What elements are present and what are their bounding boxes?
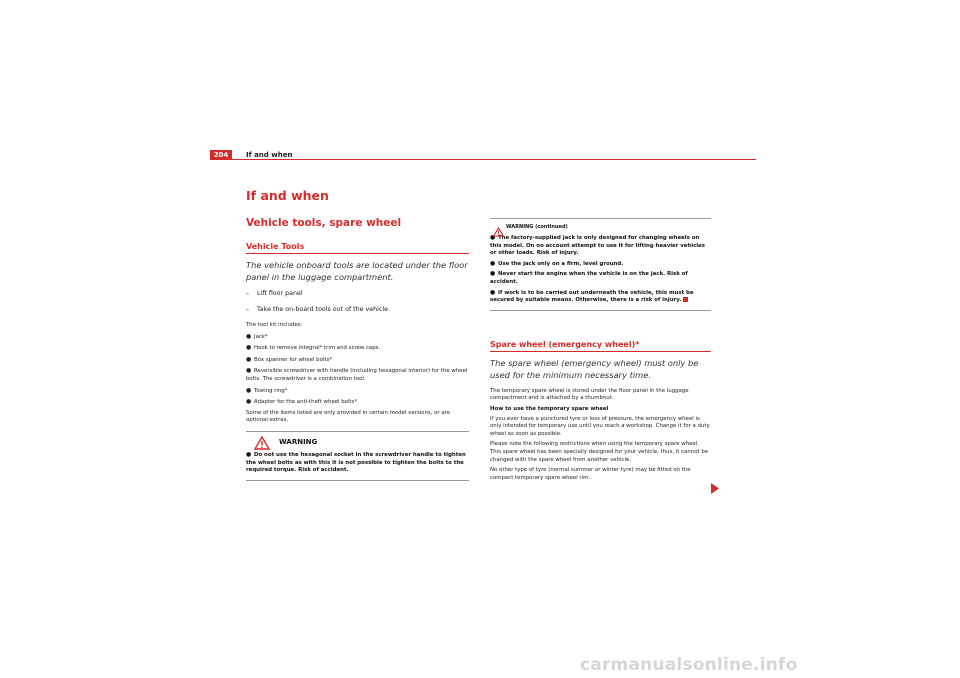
running-header: If and when: [246, 151, 293, 159]
warning-item: ● Never start the engine when the vehicle is on the jack. Risk of accident.: [490, 270, 688, 285]
warning-triangle-icon: [493, 222, 504, 241]
warning-continued-box: [490, 218, 711, 311]
warning-item: ● Do not use the hexagonal socket in the screwdriver handle to tighten the wheel bolts as with this it is not possible to tighten the bolts to the required torque. Risk of accident.: [246, 450, 466, 474]
spare-wheel-paragraph: No other type of tyre (normal summer or winter tyre) may be fitted on the compact temporary spare wheel rim.: [490, 467, 691, 481]
section-title: Vehicle tools, spare wheel: [246, 217, 402, 229]
vehicle-tools-title: Vehicle Tools: [246, 242, 469, 254]
tool-item-text: Box spanner for wheel bolts*: [254, 356, 332, 363]
optional-note: Some of the items listed are only provided in certain model versions, or are optional extras.: [246, 409, 451, 424]
left-column: [246, 242, 469, 481]
spare-wheel-paragraph: Please note the following restrictions when using the temporary spare wheel. This spare wheel has been specially designed for your vehicle, thus, it cannot be changed with the spare wheel from another vehicle.: [490, 441, 709, 463]
warning-continued-header: [490, 221, 711, 234]
tool-item-text: Hook to remove integral* trim and screw caps.: [254, 345, 381, 352]
warning-item-text: Never start the engine when the vehicle is on the jack. Risk of accident.: [490, 271, 688, 285]
tool-item-text: Adapter for the anti-theft wheel bolts*: [254, 399, 358, 406]
warning-item-text: Do not use the hexagonal socket in the screwdriver handle to tighten the wheel bolts as with this it is not possible to tighten the bolts to the required torque. Risk of accident.: [246, 451, 466, 474]
warning-label: WARNING: [279, 437, 318, 446]
tool-item: ● Hook to remove integral* trim and screw caps.: [246, 344, 381, 352]
warning-triangle-icon: [254, 435, 270, 454]
end-of-section-icon: [683, 297, 688, 302]
tool-kit-label: The tool kit includes:: [246, 322, 303, 328]
main-title: If and when: [246, 188, 329, 203]
header-rule: [210, 159, 756, 160]
warning-box: [246, 431, 469, 481]
tool-item: ● Towing ring*: [246, 386, 288, 394]
warning-item-text: The factory-supplied jack is only designed for changing wheels on this model. On no account attempt to use it for lifting heavier vehicles or other loads. Risk of injury.: [490, 235, 706, 257]
tool-item-text: Jack*: [254, 333, 268, 340]
warning-item: ● The factory-supplied jack is only designed for changing wheels on this model. On no account attempt to use it for lifting heavier vehicles or other loads. Risk of injury.: [490, 234, 706, 257]
tool-item-text: Reversible screwdriver with handle (including hexagonal interior) for the wheel bolts. The screwdriver is a combination tool.: [246, 368, 468, 382]
tool-item-text: Towing ring*: [254, 387, 288, 394]
step-item: – Lift floor panel: [246, 290, 303, 297]
warning-continued-label: WARNING (continued): [506, 224, 568, 230]
watermark: carmanualsonline.info: [580, 655, 798, 675]
tool-item: ● Jack*: [246, 332, 268, 340]
step-text: Lift floor panel: [257, 290, 303, 297]
spare-wheel-paragraph: The temporary spare wheel is stored under the floor panel in the luggage compartment and is attached by a thumbnut.: [490, 387, 689, 402]
warning-item-text: If work is to be carried out underneath the vehicle, this must be secured by suitable means. Otherwise, there is a risk of injury.: [490, 289, 694, 304]
warning-item-text: Use the jack only on a firm, level ground.: [498, 260, 624, 267]
vehicle-tools-intro: The vehicle onboard tools are located under the floor panel in the luggage compartment.: [246, 260, 468, 282]
step-text: Take the on-board tools out of the vehicle.: [257, 306, 390, 313]
warning-item: ● Use the jack only on a firm, level ground.: [490, 259, 624, 267]
spare-wheel-title: Spare wheel (emergency wheel)*: [490, 340, 711, 352]
spare-wheel-intro: The spare wheel (emergency wheel) must only be used for the minimum necessary time.: [490, 357, 699, 380]
next-page-arrow-icon[interactable]: [710, 479, 719, 498]
tool-item: ● Box spanner for wheel bolts*: [246, 355, 332, 363]
warning-header: [246, 434, 469, 451]
how-to-title: How to use the temporary spare wheel: [490, 405, 609, 412]
step-item: – Take the on-board tools out of the vehicle.: [246, 306, 390, 313]
spare-wheel-paragraph: If you ever have a punctured tyre or loss of pressure, the emergency wheel is only intended for temporary use until you reach a workshop. Change it for a duty wheel as soon as possible.: [490, 415, 710, 437]
page-number: 204: [210, 150, 232, 160]
right-column: [490, 218, 711, 485]
tool-item: ● Reversible screwdriver with handle (including hexagonal interior) for the wheel bolts. The screwdriver is a combination tool.: [246, 367, 468, 382]
warning-item: ● If work is to be carried out underneath the vehicle, this must be secured by suitable means. Otherwise, there is a risk of injury.: [490, 288, 694, 304]
spare-wheel-section: [490, 340, 711, 483]
tool-item: ● Adapter for the anti-theft wheel bolts*: [246, 398, 358, 406]
